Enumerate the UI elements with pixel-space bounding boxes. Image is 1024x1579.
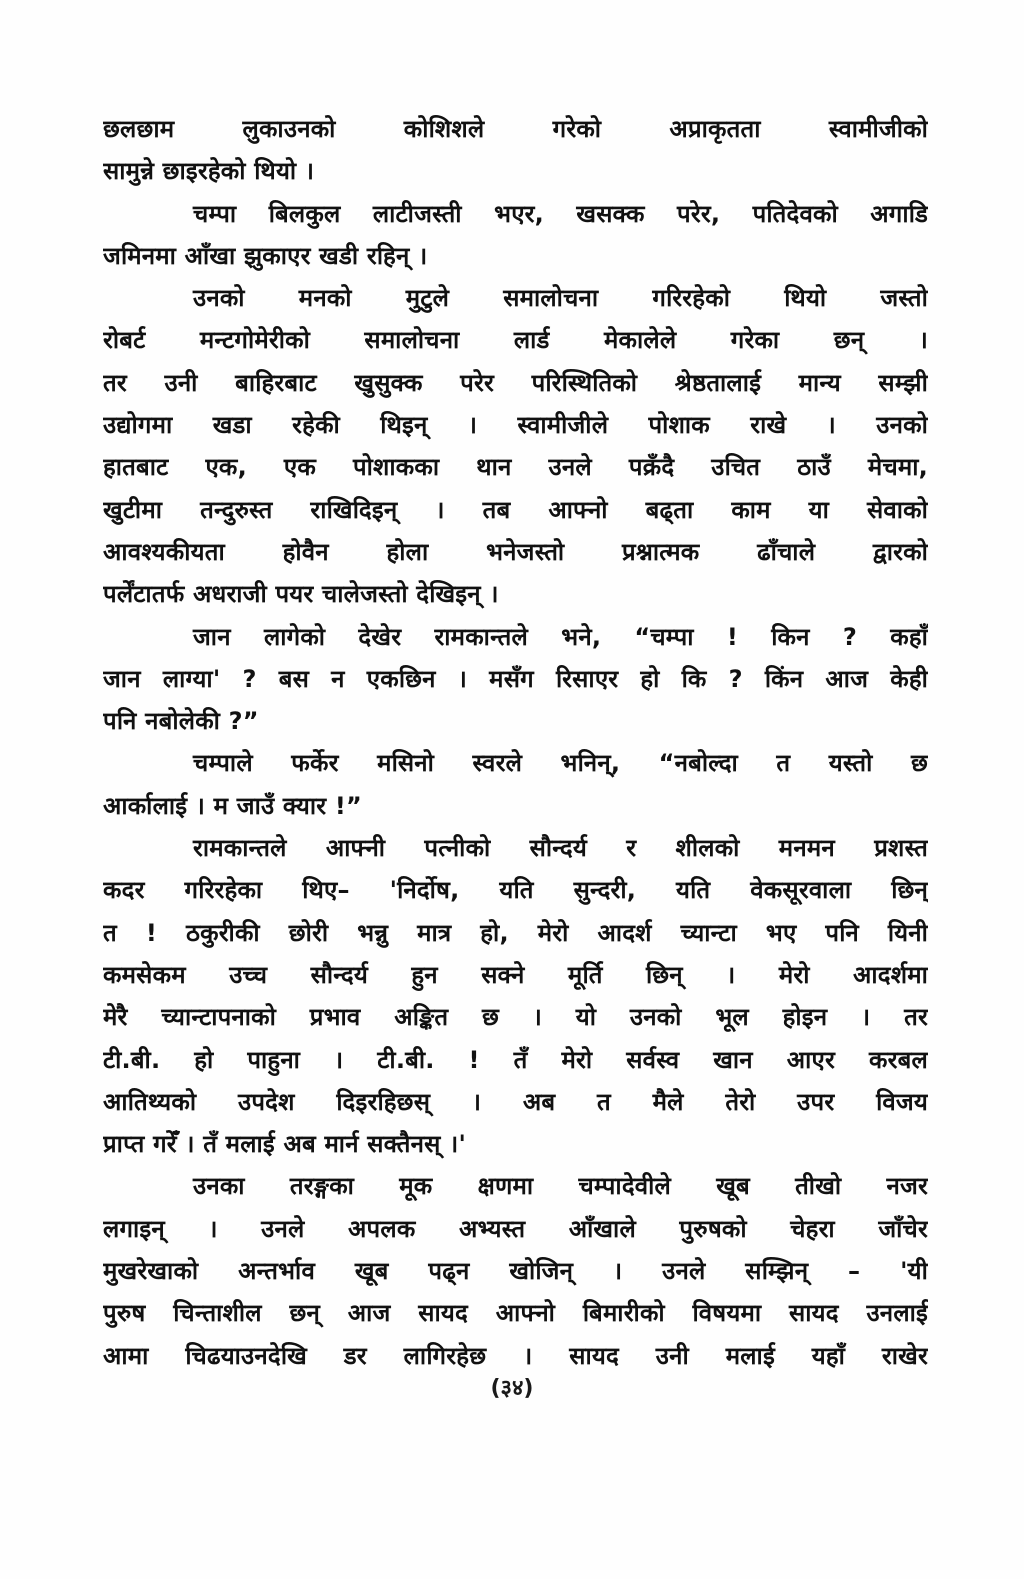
- text-line: रामकान्तले आफ्नी पत्नीको सौन्दर्य र शीलको मनमन प्रशस्त: [193, 834, 928, 863]
- text-line: उनको मनको मुटुले समालोचना गरिरहेको थियो जस्तो: [193, 284, 928, 313]
- text-line: सामुन्ने छाइरहेको थियो ।: [103, 157, 315, 186]
- text-line: कदर गरिरहेका थिए– 'निर्दोष, यति सुन्दरी, यति वेकसूरवाला छिन्: [103, 876, 928, 905]
- text-line: जमिनमा आँखा झुकाएर खडी रहिन् ।: [103, 241, 428, 270]
- text-line: रोबर्ट मन्टगोमेरीको समालोचना लार्ड मेकालेले गरेका छन् ।: [103, 326, 928, 355]
- text-line: उनका तरङ्गका मूक क्षणमा चम्पादेवीले खूब तीखो नजर: [193, 1172, 928, 1201]
- text-line: आमा चिढयाउनदेखि डर लागिरहेछ । सायद उनी मलाई यहाँ राखेर: [103, 1341, 928, 1370]
- text-line: खुटीमा तन्दुरुस्त राखिदिइन् । तब आफ्नो बढ्ता काम या सेवाको: [103, 495, 928, 524]
- text-line: जान लागेको देखेर रामकान्तले भने, “चम्पा ! किन ? कहाँ: [193, 622, 928, 651]
- text-line: मेरै च्यान्टापनाको प्रभाव अङ्कित छ । यो उनको भूल होइन । तर: [103, 1003, 928, 1032]
- text-line: पनि नबोलेकी ?”: [103, 707, 259, 736]
- text-line: मुखरेखाको अन्तर्भाव खूब पढ्न खोजिन् । उनले सम्झिन् – 'यी: [103, 1257, 928, 1286]
- text-line: त ! ठकुरीकी छोरी भन्नु मात्र हो, मेरो आदर्श च्यान्टा भए पनि यिनी: [103, 918, 928, 947]
- text-line: आतिथ्यको उपदेश दिइरहिछस् । अब त मैले तेरो उपर विजय: [103, 1087, 928, 1116]
- text-line: लगाइन् । उनले अपलक अभ्यस्त आँखाले पुरुषको चेहरा जाँचेर: [103, 1214, 928, 1243]
- text-line: जान लाग्या' ? बस न एकछिन । मसँग रिसाएर हो कि ? किंन आज केही: [103, 664, 928, 693]
- text-line: आर्कालाई । म जाउँ क्यार !”: [103, 791, 362, 820]
- body-text: [103, 108, 928, 1377]
- text-line: टी.बी. हो पाहुना । टी.बी. ! तँ मेरो सर्वस्व खान आएर करबल: [103, 1045, 928, 1074]
- text-line: आवश्यकीयता होवैन होला भनेजस्तो प्रश्नात्मक ढाँचाले द्वारको: [103, 537, 928, 566]
- text-line: चम्पाले फर्केर मसिनो स्वरले भनिन्, “नबोल्दा त यस्तो छ: [193, 749, 928, 778]
- page-number: (३४): [490, 1376, 534, 1401]
- text-line: तर उनी बाहिरबाट खुसुक्क परेर परिस्थितिको श्रेष्ठतालाई मान्य सम्झी: [103, 368, 928, 397]
- text-line: हातबाट एक, एक पोशाकका थान उनले पक्रँदै उचित ठाउँ मेचमा,: [103, 453, 928, 482]
- text-line: चम्पा बिलकुल लाटीजस्ती भएर, खसक्क परेर, पतिदेवको अगाडि: [193, 199, 928, 228]
- text-line: प्राप्त गरेँ । तँ मलाई अब मार्न सक्तैनस् ।': [103, 1130, 466, 1159]
- text-line: कमसेकम उच्च सौन्दर्य हुन सक्ने मूर्ति छिन् । मेरो आदर्शमा: [103, 960, 928, 989]
- text-line: उद्योगमा खडा रहेकी थिइन् । स्वामीजीले पोशाक राखे । उनको: [103, 411, 928, 440]
- text-line: पुरुष चिन्ताशील छन् आज सायद आफ्नो बिमारीको विषयमा सायद उनलाई: [103, 1299, 928, 1328]
- text-line: छलछाम लुकाउनको कोशिशले गरेको अप्राकृतता स्वामीजीको: [103, 115, 928, 143]
- text-line: पर्लेंटातर्फ अधराजी पयर चालेजस्तो देखिइन् ।: [103, 580, 499, 609]
